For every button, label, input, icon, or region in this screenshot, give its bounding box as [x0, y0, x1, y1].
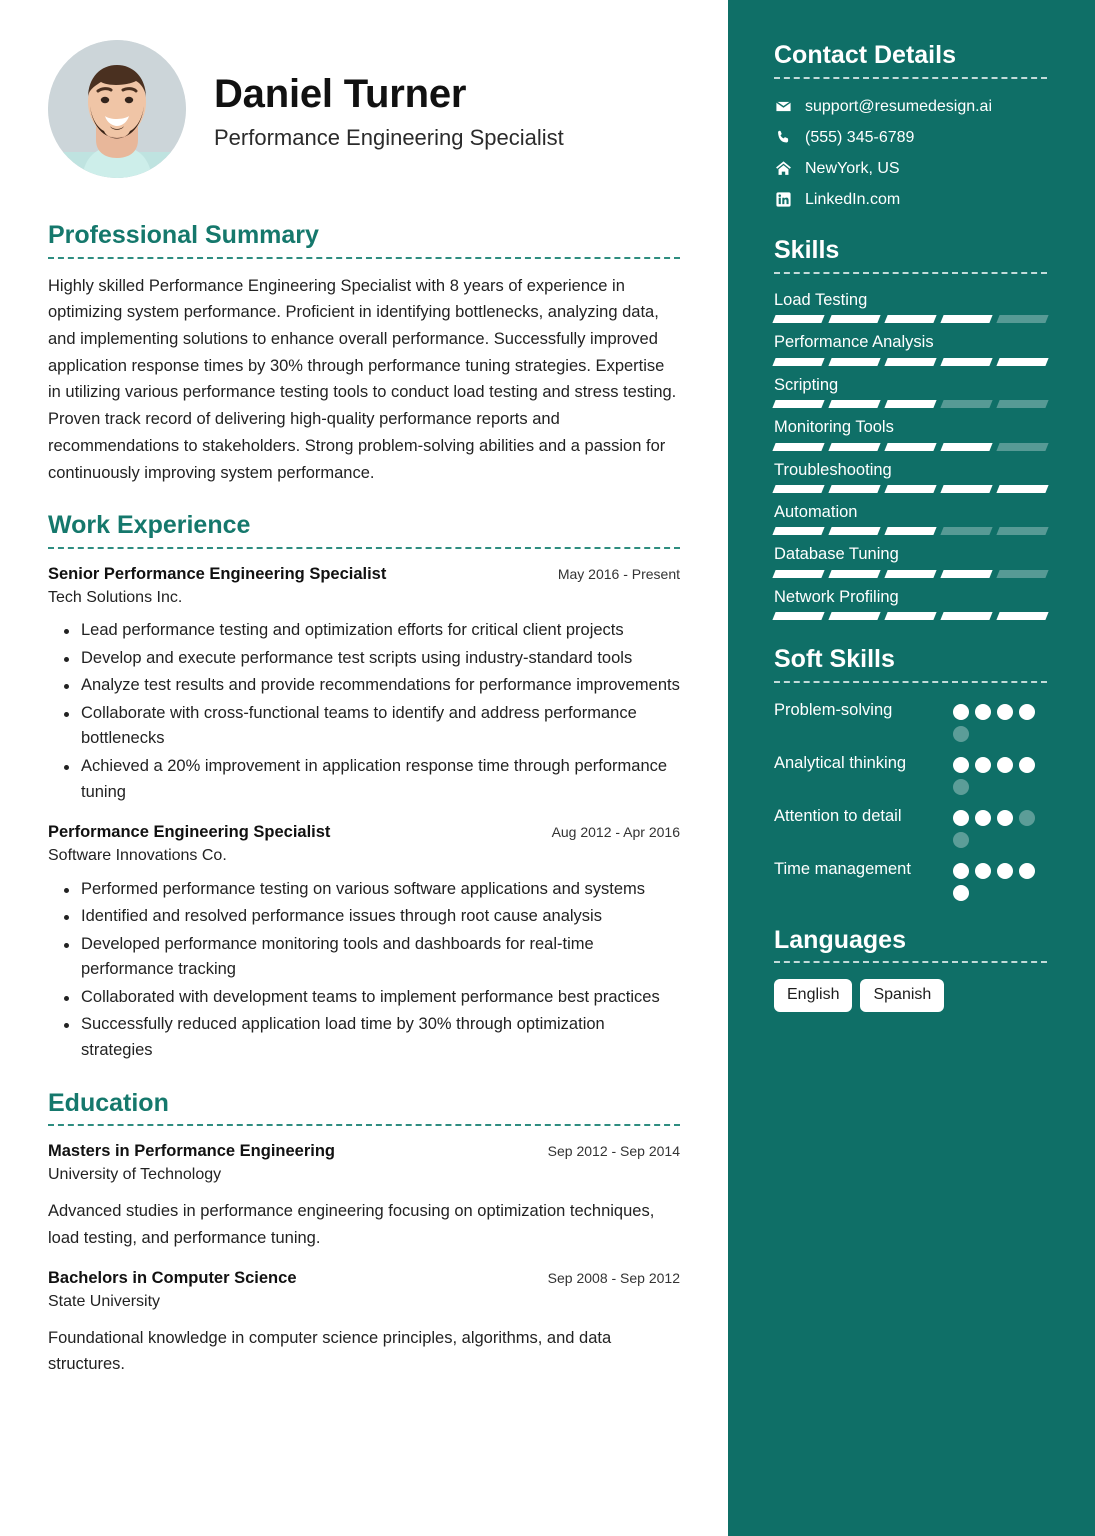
skill-item	[774, 375, 1047, 408]
section-title: Education	[48, 1088, 169, 1117]
rating-dot	[997, 704, 1013, 720]
list-item: Collaborated with development teams to implement performance best practices	[48, 985, 680, 1011]
skill-level-segment	[884, 485, 936, 493]
skill-level-segment	[996, 358, 1048, 366]
skill-level-segment	[996, 443, 1048, 451]
skill-item	[774, 332, 1047, 365]
sidebar-section-contact	[774, 42, 1047, 211]
rating-dot	[975, 863, 991, 879]
skill-level-segment	[940, 358, 992, 366]
sidebar-section-divider	[774, 272, 1047, 274]
skill-label: Troubleshooting	[774, 460, 892, 479]
sidebar-section-title: Skills	[774, 236, 840, 265]
skill-level-segment	[772, 527, 824, 535]
education-entry	[48, 1267, 680, 1378]
rating-dot	[975, 810, 991, 826]
skill-level-segment	[772, 315, 824, 323]
contact-item-linkedin[interactable]	[774, 188, 1047, 211]
skill-label: Scripting	[774, 375, 839, 394]
language-chip: English	[774, 979, 852, 1012]
work-entry-date: Aug 2012 - Apr 2016	[551, 824, 680, 841]
soft-skill-item	[774, 805, 1047, 848]
soft-skills-list	[774, 699, 1047, 901]
skill-item	[774, 502, 1047, 535]
skill-level-segment	[828, 612, 880, 620]
skill-level-segment	[772, 358, 824, 366]
skill-level-segment	[940, 443, 992, 451]
skill-level-segment	[996, 485, 1048, 493]
contact-list	[774, 95, 1047, 212]
education-entry-head	[48, 1267, 680, 1289]
skill-level-segment	[772, 612, 824, 620]
envelope-icon	[774, 97, 793, 116]
skill-item	[774, 544, 1047, 577]
contact-value: support@resumedesign.ai	[805, 97, 993, 115]
contact-item-phone[interactable]	[774, 126, 1047, 149]
page-title: Daniel Turner	[214, 72, 467, 117]
work-entry-title: Performance Engineering Specialist	[48, 823, 331, 842]
education-entry-title: Masters in Performance Engineering	[48, 1142, 336, 1161]
education-entry-head	[48, 1140, 680, 1162]
soft-skill-label: Time management	[774, 859, 911, 878]
linkedin-icon	[774, 190, 793, 209]
list-item: Analyze test results and provide recommendations for performance improvements	[48, 673, 680, 699]
rating-dot	[1019, 757, 1035, 773]
languages-list	[774, 979, 1047, 1012]
skill-level-bar	[774, 527, 1047, 535]
rating-dot	[953, 779, 969, 795]
skill-level-segment	[940, 570, 992, 578]
contact-value: LinkedIn.com	[805, 191, 901, 209]
work-entry	[48, 563, 680, 805]
skill-level-bar	[774, 443, 1047, 451]
skill-level-segment	[996, 612, 1048, 620]
skill-level-segment	[940, 527, 992, 535]
skill-level-segment	[828, 527, 880, 535]
list-item: Successfully reduced application load time by 30% through optimization strategies	[48, 1012, 680, 1063]
rating-dot	[997, 757, 1013, 773]
sidebar-section-divider	[774, 961, 1047, 963]
list-item: Develop and execute performance test scripts using industry-standard tools	[48, 646, 680, 672]
section-title: Professional Summary	[48, 221, 319, 249]
rating-dot	[1019, 704, 1035, 720]
skill-level-segment	[884, 315, 936, 323]
skill-item	[774, 417, 1047, 450]
skill-level-segment	[884, 527, 936, 535]
skill-level-bar	[774, 315, 1047, 323]
work-entry-head	[48, 563, 680, 585]
avatar	[48, 40, 186, 178]
skill-level-segment	[996, 315, 1048, 323]
contact-item-email[interactable]	[774, 95, 1047, 118]
section-education	[48, 1090, 680, 1378]
education-entry-description: Foundational knowledge in computer science principles, algorithms, and data structures.	[48, 1329, 612, 1374]
contact-value: (555) 345-6789	[805, 128, 915, 146]
rating-dot	[953, 726, 969, 742]
work-entry-bullets	[48, 877, 680, 1064]
section-divider	[48, 257, 680, 259]
skill-level-segment	[884, 570, 936, 578]
contact-value: NewYork, US	[805, 159, 900, 177]
skill-item	[774, 290, 1047, 323]
list-item: Collaborate with cross-functional teams to identify and address performance bottlenecks	[48, 701, 680, 752]
skill-level-segment	[996, 400, 1048, 408]
skill-level-segment	[828, 400, 880, 408]
soft-skill-item	[774, 858, 1047, 901]
work-entry-head	[48, 821, 680, 843]
education-entry-title: Bachelors in Computer Science	[48, 1268, 297, 1287]
work-entry-title: Senior Performance Engineering Specialist	[48, 564, 387, 583]
list-item: Performed performance testing on various software applications and systems	[48, 877, 680, 903]
skill-level-bar	[774, 400, 1047, 408]
skill-level-segment	[884, 358, 936, 366]
skill-level-segment	[884, 612, 936, 620]
sidebar	[728, 0, 1095, 1536]
sidebar-section-title: Languages	[774, 925, 906, 954]
sidebar-section-divider	[774, 681, 1047, 683]
skill-level-bar	[774, 570, 1047, 578]
soft-skill-label: Analytical thinking	[774, 753, 907, 772]
skills-list	[774, 290, 1047, 621]
phone-icon	[774, 128, 793, 147]
sidebar-section-title: Soft Skills	[774, 645, 895, 674]
soft-skill-label: Attention to detail	[774, 806, 902, 825]
soft-skill-rating	[953, 699, 1047, 742]
skill-label: Performance Analysis	[774, 333, 934, 352]
skill-level-segment	[940, 315, 992, 323]
soft-skill-rating	[953, 805, 1047, 848]
work-entry-company: Tech Solutions Inc.	[48, 589, 183, 607]
list-item: Achieved a 20% improvement in application response time through performance tuning	[48, 754, 680, 805]
soft-skill-rating	[953, 752, 1047, 795]
list-item: Lead performance testing and optimization efforts for critical client projects	[48, 618, 680, 644]
section-title: Work Experience	[48, 511, 251, 540]
section-work-experience	[48, 512, 680, 1063]
skill-level-segment	[940, 485, 992, 493]
rating-dot	[975, 704, 991, 720]
section-divider	[48, 1124, 680, 1126]
rating-dot	[953, 757, 969, 773]
summary-text: Highly skilled Performance Engineering Specialist with 8 years of experience in optimizing system performance. Proficient in identifying bottlenecks, analyzing data, and implementing solutions to enhance overall performance. Successfully improved application response times by 30% through performance tuning strategies. Expertise in utilizing various performance testing tools to conduct load testing and stress testing. Proven track record of delivering high-quality performance reports and recommendations to stakeholders. Strong problem-solving abilities and a passion for continuously improving system performance.	[48, 276, 677, 482]
education-entry	[48, 1140, 680, 1251]
skill-level-segment	[828, 570, 880, 578]
skill-level-segment	[996, 527, 1048, 535]
rating-dot	[1019, 810, 1035, 826]
contact-item-location[interactable]	[774, 157, 1047, 180]
skill-level-bar	[774, 485, 1047, 493]
skill-level-segment	[828, 315, 880, 323]
skill-level-segment	[940, 612, 992, 620]
rating-dot	[953, 832, 969, 848]
soft-skill-rating	[953, 858, 1047, 901]
skill-level-bar	[774, 612, 1047, 620]
skill-level-segment	[940, 400, 992, 408]
rating-dot	[975, 757, 991, 773]
education-entry-school: State University	[48, 1292, 161, 1310]
work-entry-bullets	[48, 618, 680, 805]
section-divider	[48, 547, 680, 549]
work-entry-date: May 2016 - Present	[557, 565, 680, 582]
sidebar-section-soft-skills	[774, 646, 1047, 901]
skill-level-segment	[828, 358, 880, 366]
skill-level-segment	[772, 485, 824, 493]
language-chip: Spanish	[860, 979, 944, 1012]
education-entry-description: Advanced studies in performance engineering focusing on optimization techniques, load testing, and performance tuning.	[48, 1202, 655, 1247]
skill-label: Monitoring Tools	[774, 418, 894, 437]
skill-item	[774, 587, 1047, 620]
list-item: Identified and resolved performance issues through root cause analysis	[48, 904, 680, 930]
name-block	[214, 66, 564, 151]
skill-level-segment	[996, 570, 1048, 578]
section-professional-summary	[48, 222, 680, 486]
skill-level-segment	[772, 443, 824, 451]
skill-level-segment	[884, 443, 936, 451]
sidebar-section-skills	[774, 237, 1047, 620]
list-item: Developed performance monitoring tools and dashboards for real-time performance tracking	[48, 932, 680, 983]
rating-dot	[997, 810, 1013, 826]
skill-level-segment	[884, 400, 936, 408]
rating-dot	[997, 863, 1013, 879]
skill-item	[774, 460, 1047, 493]
skill-label: Load Testing	[774, 290, 868, 309]
resume-header	[48, 40, 680, 178]
education-entry-school: University of Technology	[48, 1166, 222, 1184]
skill-level-segment	[772, 570, 824, 578]
rating-dot	[1019, 863, 1035, 879]
sidebar-section-title: Contact Details	[774, 41, 956, 69]
rating-dot	[953, 885, 969, 901]
rating-dot	[953, 810, 969, 826]
job-title: Performance Engineering Specialist	[214, 125, 564, 151]
work-entry-company: Software Innovations Co.	[48, 847, 227, 865]
work-entry	[48, 821, 680, 1063]
skill-level-segment	[772, 400, 824, 408]
skill-label: Automation	[774, 502, 858, 521]
skill-level-segment	[828, 485, 880, 493]
skill-level-bar	[774, 358, 1047, 366]
rating-dot	[953, 704, 969, 720]
education-entry-date: Sep 2008 - Sep 2012	[547, 1269, 680, 1286]
education-entry-date: Sep 2012 - Sep 2014	[547, 1143, 680, 1160]
home-icon	[774, 159, 793, 178]
sidebar-section-divider	[774, 77, 1047, 79]
soft-skill-item	[774, 699, 1047, 742]
rating-dot	[953, 863, 969, 879]
skill-label: Database Tuning	[774, 545, 899, 564]
sidebar-section-languages	[774, 927, 1047, 1012]
skill-level-segment	[828, 443, 880, 451]
soft-skill-item	[774, 752, 1047, 795]
soft-skill-label: Problem-solving	[774, 700, 893, 719]
skill-label: Network Profiling	[774, 587, 899, 606]
